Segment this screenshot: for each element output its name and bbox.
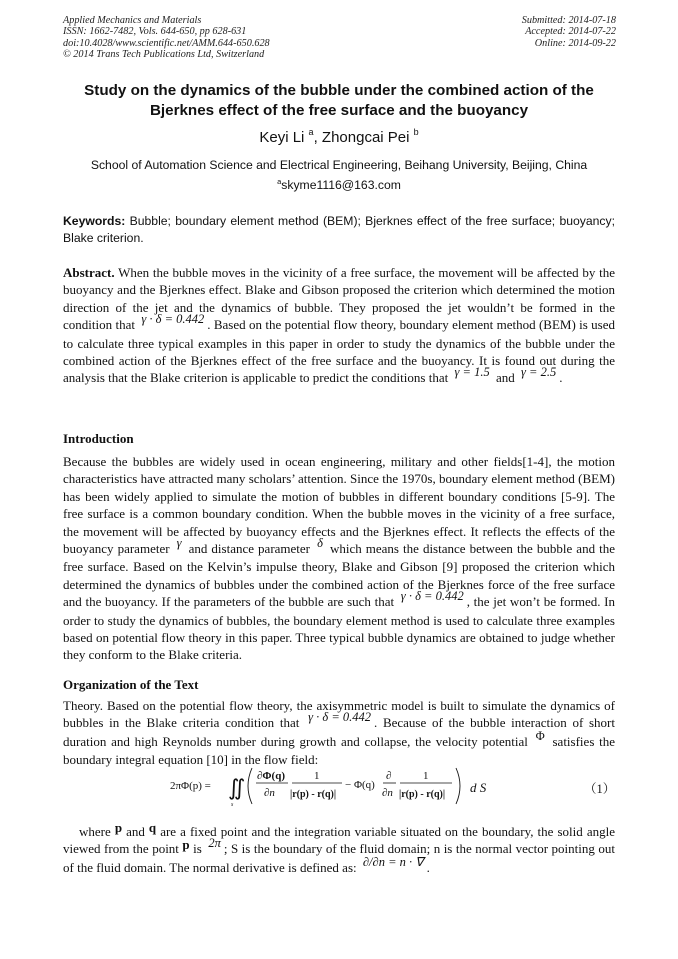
eq-integral-sub: s — [231, 802, 234, 808]
keywords-text: Bubble; boundary element method (BEM); Bjerknes effect of the free surface; buoyancy; Blake criterion. — [63, 214, 615, 245]
copyright: © 2014 Trans Tech Publications Ltd, Switzerland — [63, 49, 265, 61]
where-text-3: is — [189, 841, 206, 857]
org-text-1: Theory. Based on the potential flow theory, the axisymmetric model is built to simulate the dynamics of bubbles in the Blake criteria condition that — [63, 698, 615, 731]
symbol-p-2: p — [182, 837, 190, 853]
where-text-1: where — [79, 824, 115, 839]
eq-right-paren — [456, 768, 460, 804]
where-text-4: ; S is the boundary of the fluid domain; n is the normal vector pointing out of the fluid domain. The normal derivative is defined as: — [63, 841, 615, 875]
intro-gamma: γ — [176, 536, 182, 551]
paper-title — [50, 81, 628, 120]
submitted-date: Submitted: 2014-07-18 — [521, 15, 616, 26]
authors — [0, 129, 678, 146]
title-line-1: Study on the dynamics of the bubble under the combined action of the — [84, 82, 594, 99]
email-mark: a — [277, 177, 282, 186]
org-text-2: . Because of the bubble interaction of short duration and high Reynolds number during growth and collapse, the velocity potential — [63, 715, 615, 749]
author-2-affil-mark: b — [413, 127, 419, 137]
eq-term2-num: 1 — [314, 770, 320, 782]
introduction-paragraph — [63, 453, 615, 664]
eq-term3-den: ∂n — [382, 787, 393, 799]
author-1: Keyi Li — [259, 129, 305, 146]
eq-term1-num: ∂Φ(q) — [257, 770, 285, 782]
abstract-math-2: γ = 1.5 — [454, 365, 490, 380]
intro-text-1: Because the bubbles are widely used in ocean engineering, military and other fields[1-4], the motion characteristics have attracted many scholars’ attention. Since the 1970s, boundary element method (BEM) has been widely applied to simulate the motion of bubbles in different boundary conditions [5-9]. The free surface is a common boundary condition. When the bubble moves in the vicinity of a free surface, the movement will be affected by buoyancy effects and the Bjerknes effect. It reflects the effects of the buoyancy parameter — [63, 454, 615, 557]
doi: doi:10.4028/www.scientific.net/AMM.644-650.628 — [63, 37, 270, 49]
where-end: . — [426, 859, 430, 875]
where-paragraph — [63, 820, 615, 877]
symbol-p: p — [114, 820, 123, 835]
org-phi: Φ — [535, 728, 545, 743]
accepted-date: Accepted: 2014-07-22 — [525, 26, 616, 38]
where-text-2: are a fixed point and the integration variable situated on the boundary, the solid angle viewed from the point — [63, 824, 615, 857]
equation-number: （1） — [584, 782, 616, 796]
keywords-label: Keywords: — [63, 214, 126, 228]
eq-lhs: 2πΦ(p) = — [170, 780, 211, 792]
eq-ds: d S — [470, 780, 487, 795]
eq-term1-den: ∂n — [264, 787, 275, 799]
org-math: γ · δ = 0.442 — [308, 710, 371, 725]
intro-text-4: , the jet won’t be formed. In order to study the dynamics of bubbles, the boundary element method is used to calculate three examples based on potential flow theory in this paper. Three typical bubble dynamics are obtained to judge whether they conform to the Blake criteria. — [63, 594, 615, 663]
intro-math: γ · δ = 0.442 — [400, 589, 464, 604]
publication-dates — [522, 15, 616, 49]
eq-term4-den: |r(p) - r(q)| — [399, 789, 446, 800]
organization-paragraph — [63, 697, 615, 769]
abstract-math-3: γ = 2.5 — [520, 365, 557, 380]
eq-left-paren — [248, 768, 252, 804]
symbol-2pi: 2π — [208, 836, 221, 851]
title-line-2: Bjerknes effect of the free surface and the buoyancy — [149, 101, 529, 119]
abstract-text-1: When the bubble moves in the vicinity of a free surface, the movement will be affected by the buoyancy and the Bjerknes effect. Blake and Gibson proposed the criterion which determined the motion direction of the jet and the dynamics of bubble. They proposed the jet wouldn’t be formed in the condition that — [63, 265, 615, 333]
eq-integral-sign: ∬ — [228, 775, 246, 800]
eq-term3-num: ∂ — [386, 770, 392, 782]
keywords — [63, 213, 615, 246]
normal-derivative: ∂/∂n = n · ∇ — [362, 854, 424, 869]
boundary-integral-equation — [170, 764, 470, 808]
intro-text-2: and distance parameter — [184, 541, 315, 557]
affiliation: School of Automation Science and Electrical Engineering, Beihang University, Beijing, China — [90, 158, 588, 172]
intro-delta: δ — [317, 536, 323, 551]
abstract-math-1: γ · δ = 0.442 — [141, 312, 205, 327]
symbol-q: q — [148, 820, 157, 835]
abstract — [63, 264, 615, 388]
author-2: Zhongcai Pei — [321, 129, 410, 146]
issn: ISSN: 1662-7482, Vols. 644-650, pp 628-631 — [63, 26, 247, 38]
section-heading-organization: Organization of the Text — [63, 677, 199, 692]
eq-term2-den: |r(p) - r(q)| — [290, 789, 337, 800]
abstract-text-and: and — [492, 370, 518, 386]
email-address: skyme1116@163.com — [281, 178, 401, 192]
abstract-label: Abstract. — [63, 265, 115, 280]
journal-name: Applied Mechanics and Materials — [63, 15, 202, 26]
eq-minus-phi: − Φ(q) — [345, 779, 375, 791]
eq-term4-num: 1 — [423, 770, 429, 782]
intro-text-3: which means the distance between the bubble and the free surface. Based on the Kelvin’s impulse theory, Blake and Gibson [9] proposed the criterion which determined the dynamics of bubbles under the combined action of the Bjerknes force of the free surface and the buoyancy. If the parameters of the bubble are such that — [63, 541, 616, 610]
section-heading-introduction: Introduction — [63, 431, 134, 446]
online-date: Online: 2014-09-22 — [534, 37, 616, 49]
email-line — [0, 178, 678, 192]
abstract-text-2: . Based on the potential flow theory, boundary element method (BEM) is used to calculate three typical examples in this paper in order to study the dynamics of the bubble under the combined action of the Bjerknes effect of the free surface and the buoyancy. It is found out during the analysis that the Blake criterion is applicable to predict the conditions that — [63, 317, 615, 386]
author-1-affil-mark: a — [308, 127, 314, 137]
where-and: and — [122, 824, 149, 839]
org-text-3: satisfies the boundary integral equation [10] in the flow field: — [63, 733, 616, 768]
author-separator: , — [313, 129, 322, 146]
abstract-end: . — [559, 370, 563, 386]
journal-info — [63, 15, 270, 61]
